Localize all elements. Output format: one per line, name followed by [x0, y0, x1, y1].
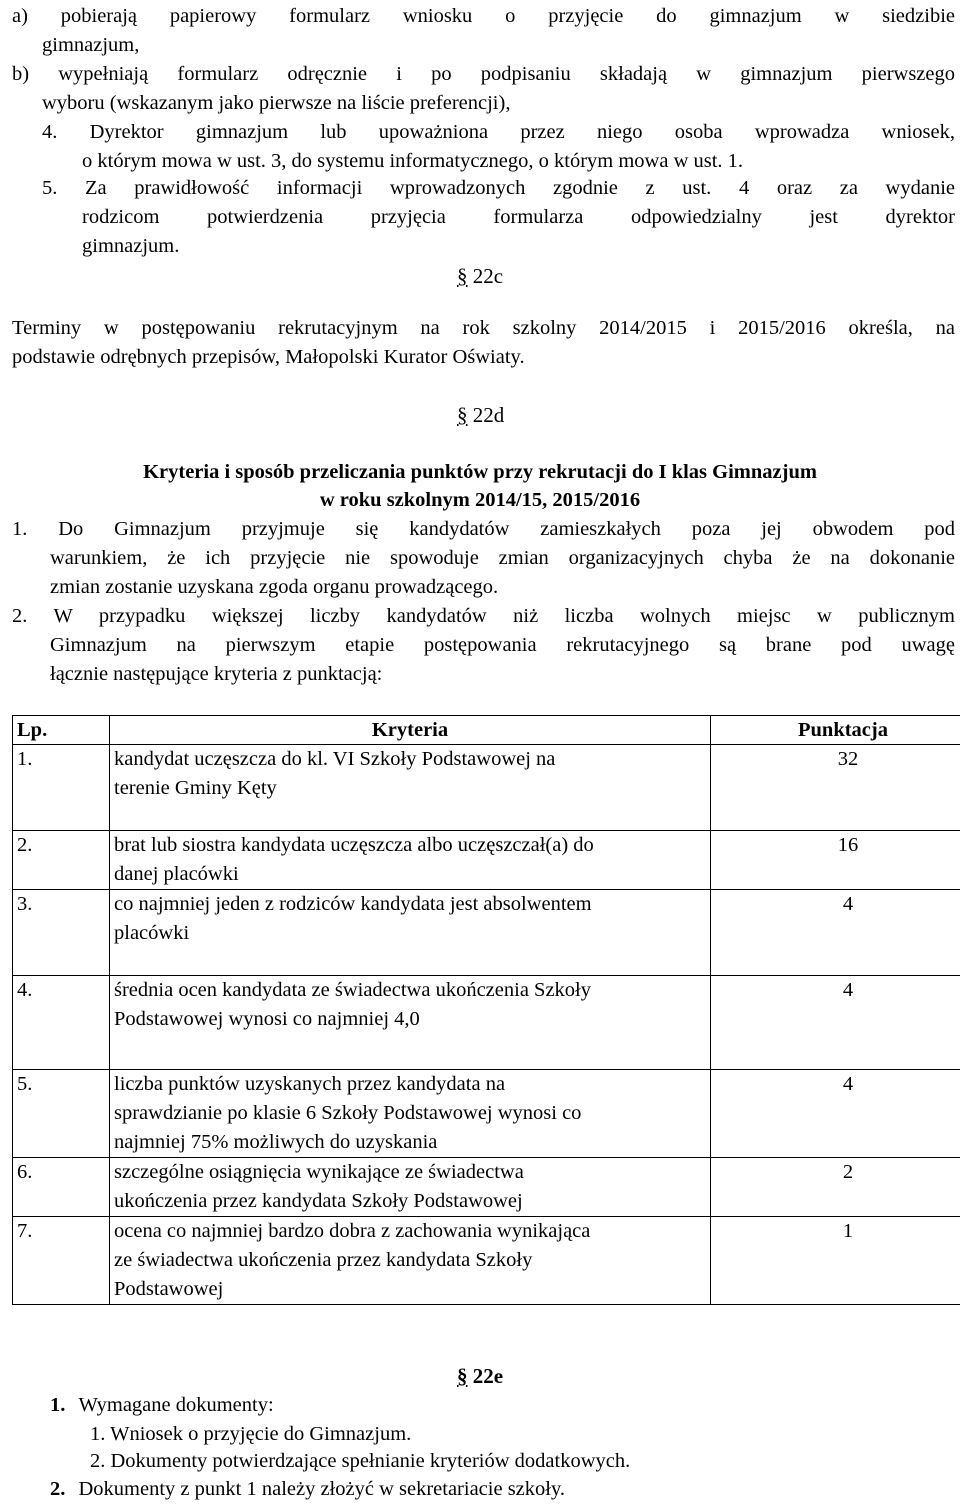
- row-criteria: [110, 1217, 711, 1305]
- criteria-line: ze świadectwa ukończenia przez kandydata Szkoły: [114, 1249, 533, 1271]
- item-text: Wymagane dokumenty:: [78, 1394, 274, 1416]
- row-points: 4: [711, 1070, 960, 1158]
- row-lp: 3.: [13, 890, 110, 976]
- criteria-heading-line2: w roku szkolnym 2014/15, 2015/2016: [319, 489, 641, 511]
- criteria-line: Podstawowej: [114, 1278, 224, 1300]
- criteria-line: Podstawowej wynosi co najmniej 4,0: [114, 1008, 420, 1030]
- documents-item-1: [50, 1391, 274, 1420]
- criteria-line: najmniej 75% możliwych do uzyskania: [114, 1131, 438, 1153]
- row-criteria: [110, 745, 711, 831]
- list-item-a-line1: a) pobierają papierowy formularz wniosku o przyjęcie do gimnazjum w siedzibie: [12, 5, 955, 27]
- paragraph-d1-line1: 1. Do Gimnazjum przyjmuje się kandydatów zamieszkałych poza jej obwodem pod: [12, 518, 955, 540]
- row-points: 1: [711, 1217, 960, 1305]
- row-points: 32: [711, 745, 960, 831]
- paragraph-4-line2: o którym mowa w ust. 3, do systemu informatycznego, o którym mowa w ust. 1.: [82, 150, 744, 172]
- documents-item-2: [50, 1475, 565, 1504]
- row-lp: 7.: [13, 1217, 110, 1305]
- paragraph-d2-line3: łącznie następujące kryteria z punktacją:: [50, 663, 383, 685]
- row-points: 2: [711, 1158, 960, 1217]
- paragraph-d2-line1: 2. W przypadku większej liczby kandydatów niż liczba wolnych miejsc w publicznym: [12, 605, 955, 627]
- section-symbol: §: [457, 1364, 468, 1388]
- paragraph-d1-line3: zmian zostanie uzyskana zgoda organu prowadzącego.: [50, 576, 499, 598]
- criteria-line: liczba punktów uzyskanych przez kandydata na: [114, 1073, 506, 1095]
- criteria-line: co najmniej jeden z rodziców kandydata jest absolwentem: [114, 893, 592, 915]
- section-number: 22c: [472, 264, 504, 288]
- row-criteria: [110, 1070, 711, 1158]
- documents-subitem-1: 1. Wniosek o przyjęcie do Gimnazjum.: [90, 1423, 412, 1445]
- section-number: 22e: [472, 1364, 504, 1388]
- criteria-line: danej placówki: [114, 863, 239, 885]
- criteria-line: terenie Gminy Kęty: [114, 777, 277, 799]
- criteria-line: średnia ocen kandydata ze świadectwa ukończenia Szkoły: [114, 979, 591, 1001]
- paragraph-5-line1: 5. Za prawidłowość informacji wprowadzonych zgodnie z ust. 4 oraz za wydanie: [42, 177, 955, 199]
- row-criteria: [110, 890, 711, 976]
- row-lp: 4.: [13, 976, 110, 1070]
- section-symbol: §: [457, 403, 468, 427]
- list-item-a-line2: gimnazjum,: [42, 34, 140, 56]
- item-text: Dokumenty z punkt 1 należy złożyć w sekretariacie szkoły.: [78, 1478, 566, 1500]
- criteria-line: ukończenia przez kandydata Szkoły Podstawowej: [114, 1190, 523, 1212]
- section-22c-line1: Terminy w postępowaniu rekrutacyjnym na rok szkolny 2014/2015 i 2015/2016 określa, na: [12, 317, 955, 339]
- section-22e-heading: [457, 1362, 503, 1391]
- list-item-b-line2: wyboru (wskazanym jako pierwsze na liście preferencji),: [42, 92, 511, 114]
- row-lp: 1.: [13, 745, 110, 831]
- row-points: 4: [711, 890, 960, 976]
- row-criteria: [110, 1158, 711, 1217]
- list-item-b-line1: b) wypełniają formularz odręcznie i po podpisaniu składają w gimnazjum pierwszego: [12, 63, 955, 85]
- table-row: [13, 1217, 960, 1305]
- criteria-heading-line1: Kryteria i sposób przeliczania punktów przy rekrutacji do I klas Gimnazjum: [143, 461, 817, 483]
- item-number: 2.: [50, 1478, 66, 1500]
- section-22c-heading: [457, 262, 503, 291]
- paragraph-d1-line2: warunkiem, że ich przyjęcie nie spowoduje zmian organizacyjnych chyba że na dokonanie: [50, 547, 955, 569]
- row-lp: 2.: [13, 831, 110, 890]
- header-criteria: Kryteria: [110, 716, 711, 745]
- paragraph-d2-line2: Gimnazjum na pierwszym etapie postępowania rekrutacyjnego są brane pod uwagę: [50, 634, 955, 656]
- criteria-line: kandydat uczęszcza do kl. VI Szkoły Podstawowej na: [114, 748, 556, 770]
- criteria-line: szczególne osiągnięcia wynikające ze świadectwa: [114, 1161, 524, 1183]
- table-row: [13, 976, 960, 1070]
- table-header-row: [13, 716, 960, 745]
- row-lp: 6.: [13, 1158, 110, 1217]
- row-points: 4: [711, 976, 960, 1070]
- table-row: [13, 890, 960, 976]
- section-symbol: §: [457, 264, 468, 288]
- criteria-line: brat lub siostra kandydata uczęszcza albo uczęszczał(a) do: [114, 834, 594, 856]
- criteria-line: placówki: [114, 922, 190, 944]
- table-row: [13, 831, 960, 890]
- paragraph-5-line2: rodzicom potwierdzenia przyjęcia formularza odpowiedzialny jest dyrektor: [82, 206, 955, 228]
- row-criteria: [110, 976, 711, 1070]
- row-lp: 5.: [13, 1070, 110, 1158]
- table-row: [13, 745, 960, 831]
- table-row: [13, 1158, 960, 1217]
- row-points: 16: [711, 831, 960, 890]
- header-points: Punktacja: [711, 716, 960, 745]
- table-row: [13, 1070, 960, 1158]
- row-criteria: [110, 831, 711, 890]
- header-lp: Lp.: [13, 716, 110, 745]
- criteria-line: sprawdzianie po klasie 6 Szkoły Podstawowej wynosi co: [114, 1102, 582, 1124]
- section-22c-line2: podstawie odrębnych przepisów, Małopolski Kurator Oświaty.: [12, 346, 525, 368]
- criteria-table: [12, 715, 960, 1305]
- criteria-line: ocena co najmniej bardzo dobra z zachowania wynikająca: [114, 1220, 591, 1242]
- section-number: 22d: [472, 403, 505, 427]
- documents-subitem-2: 2. Dokumenty potwierdzające spełnianie kryteriów dodatkowych.: [90, 1450, 631, 1472]
- paragraph-4-line1: 4. Dyrektor gimnazjum lub upoważniona przez niego osoba wprowadza wniosek,: [42, 121, 955, 143]
- paragraph-5-line3: gimnazjum.: [82, 235, 180, 257]
- item-number: 1.: [50, 1394, 66, 1416]
- section-22d-heading: [457, 401, 504, 430]
